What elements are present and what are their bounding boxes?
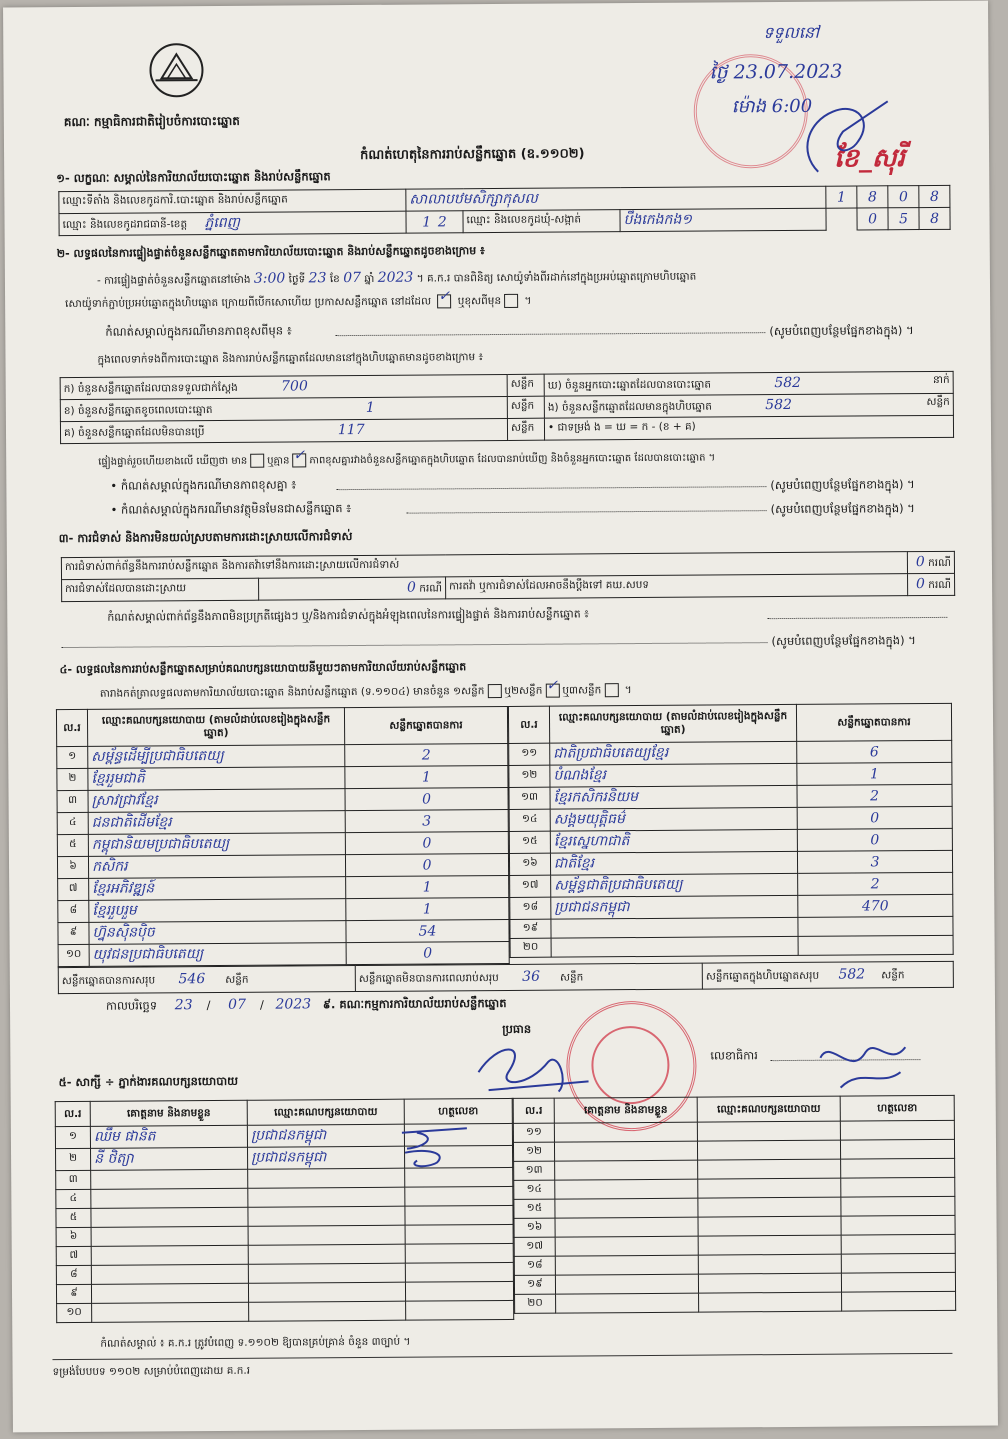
- witness-party: [248, 1244, 405, 1264]
- row-number: ៧: [58, 878, 89, 900]
- col-name: គោត្តនាម និងនាមខ្លួន: [554, 1097, 697, 1123]
- witness-signature[interactable]: [841, 1177, 955, 1197]
- party-name: កម្ពុជានិយមប្រជាធិបតេយ្យ: [88, 833, 345, 857]
- bullet-discrepancy: • កំណត់សម្គាល់ក្នុងករណីមានភាពខុសគ្នា ៖: [110, 477, 297, 493]
- station-code-2: 8: [857, 186, 888, 208]
- nec-emblem-icon: [141, 40, 211, 100]
- result-row: [509, 762, 952, 787]
- witness-note: កំណត់សម្គាល់ ៖ គ.ក.រ ត្រូវបំពេញ ទ.១១០២ ឱ្យបានគ្រប់គ្រាន់ ចំនួន ៣ច្បាប់ ។: [100, 1335, 411, 1350]
- row-number: ១៥: [514, 1199, 555, 1218]
- irregularity-line-1: [767, 617, 947, 619]
- row-number: ៧: [56, 1246, 91, 1265]
- witness-party: [698, 1159, 841, 1179]
- witness-name: [91, 1169, 248, 1189]
- party-votes: 1: [346, 875, 509, 898]
- party-name: ជាតិប្រជាធិបតេយ្យខ្មែរ: [550, 741, 797, 765]
- bullet-discrepancy-line: [336, 486, 766, 490]
- row-number: ៨: [58, 900, 89, 922]
- result-row: [509, 850, 952, 875]
- row-number: ៩: [58, 922, 89, 944]
- party-name: សម្ព័ន្ធជាតិប្រជាធិបតេយ្យ: [551, 873, 798, 897]
- form-code: ទម្រង់បែបបទ ១១០២ សម្រាប់បំពេញដោយ គ.ក.រ: [52, 1364, 251, 1379]
- section5-heading: ៥- សាក្សី ÷ ភ្នាក់ងារគណបក្សនយោបាយ: [58, 1073, 239, 1090]
- witness-signature[interactable]: [406, 1300, 514, 1320]
- row-number: ១២: [513, 1142, 554, 1161]
- witness-name: [91, 1207, 248, 1227]
- ballot-count-table: [60, 371, 954, 444]
- witness-name: [91, 1283, 248, 1303]
- row-number: ២: [56, 1148, 91, 1170]
- commune-code-2: 5: [888, 208, 919, 230]
- stamp-received-label: ទទួលនៅ: [763, 22, 820, 43]
- document-page: [3, 1, 998, 1433]
- witness-signature[interactable]: [840, 1139, 954, 1159]
- witness-signature[interactable]: [841, 1158, 955, 1178]
- three-sheet-checkbox[interactable]: [604, 683, 618, 697]
- witness-name: នី ថិត្យា: [91, 1147, 248, 1170]
- section1-heading: ១- លក្ខណៈ សម្គាល់នៃការិយាល័យបោះឆ្នោត និងរាប់សន្លឹកឆ្នោត: [56, 169, 331, 186]
- witness-signature[interactable]: [405, 1243, 513, 1263]
- col-no: ល.រ: [508, 706, 549, 743]
- discrepancy-yes-checkbox[interactable]: [250, 454, 264, 468]
- party-name: ប្រជាជនកម្ពុជា: [551, 895, 798, 919]
- party-votes: [798, 935, 953, 955]
- witness-party: [248, 1282, 405, 1302]
- result-row: [509, 806, 952, 831]
- bullet-discrepancy-fill: (សូមបំពេញបន្ថែមផ្នែកខាងក្នុង) ។: [770, 477, 915, 493]
- witness-signature[interactable]: [405, 1186, 513, 1206]
- party-name: សម្ព័ន្ធដើម្បីប្រជាធិបតេយ្យ: [88, 745, 345, 769]
- result-row: [57, 831, 508, 856]
- col-votes: សន្លឹកឆ្នោតបានការ: [796, 703, 951, 741]
- row-number: ៤: [56, 1189, 91, 1208]
- witness-party: ប្រជាជនកម្ពុជា: [247, 1124, 404, 1147]
- date-month: 07: [228, 996, 247, 1013]
- party-name: ខ្មែរអភិវឌ្ឍន៍: [89, 877, 346, 901]
- party-votes: 0: [345, 831, 508, 854]
- row-number: ១: [57, 746, 88, 768]
- irregularity-fill: (សូមបំពេញបន្ថែមផ្នែកខាងក្នុង) ។: [771, 633, 916, 649]
- witness-signature[interactable]: [405, 1205, 513, 1225]
- row-number: ១១: [509, 743, 550, 765]
- results-table-right: [508, 703, 954, 958]
- witness-party: ប្រជាជនកម្ពុជា: [248, 1146, 405, 1169]
- row-number: ២០: [515, 1294, 556, 1313]
- row-number: ៩: [56, 1284, 91, 1303]
- verification-day: 23: [308, 270, 327, 287]
- verification-month: 07: [343, 269, 362, 287]
- row-number: ១១: [513, 1123, 554, 1142]
- witness-name: [91, 1226, 248, 1246]
- row-number: ១០: [57, 1303, 92, 1322]
- witness-name: [92, 1302, 249, 1322]
- result-row: [57, 787, 508, 812]
- change-note-label: កំណត់សម្គាល់ក្នុងករណីមានភាពខុសពីមុន ៖: [105, 323, 292, 339]
- row-number: ៥: [56, 1208, 91, 1227]
- result-row: [57, 809, 508, 834]
- witness-signature[interactable]: [841, 1272, 955, 1292]
- unused-ballots-row: គ) ចំនួនសន្លឹកឆ្នោតដែលមិនបានប្រើ 117: [60, 418, 507, 443]
- row-number: ១៦: [514, 1218, 555, 1237]
- date-line: កាលបរិច្ឆេទ 23 / 07 / 2023 ៩. គណៈកម្មការការិយាល័យរាប់សន្លឹកឆ្នោត: [105, 995, 507, 1014]
- witness-party: [698, 1273, 841, 1293]
- result-row: [57, 853, 508, 878]
- received-ballots-row: ក) ចំនួនសន្លឹកឆ្នោតដែលបានទទួលជាក់ស្តែង 700: [60, 374, 507, 399]
- result-row: [58, 941, 509, 966]
- verification-line-2: សោយ៉ូទាក់ភ្ជាប់ប្រអប់ឆ្នោតក្នុងហិបឆ្នោត ក្រោយពីបើកសោហើយ ប្រកាសសន្លឹកឆ្នោត នៅដដែល ✓ ឬខុសពីមុន ។: [65, 288, 532, 311]
- party-name: [551, 936, 798, 957]
- witness-name: [555, 1179, 698, 1199]
- row-number: ១៤: [514, 1180, 555, 1199]
- party-votes: 3: [797, 850, 952, 873]
- result-row: [58, 897, 509, 922]
- witness-party: [697, 1140, 840, 1160]
- stamp-signature: [788, 91, 899, 182]
- bullet-nonballot: • កំណត់សម្គាល់ក្នុងករណីមានវត្ថុមិនមែនជាសន្លឹកឆ្នោត ៖: [110, 501, 352, 517]
- result-row: [509, 740, 952, 765]
- witness-signature[interactable]: [841, 1215, 955, 1235]
- col-no: ល.រ: [56, 709, 87, 746]
- formula: • ជាទម្រង់ ង = ឃ = ក - (ខ + គ): [544, 415, 953, 440]
- party-name: សង្គមយុត្តិធម៌: [550, 807, 797, 831]
- col-votes: សន្លឹកឆ្នោតបានការ: [344, 706, 507, 744]
- same-checkbox[interactable]: ✓: [437, 294, 451, 308]
- total-valid: សន្លឹកឆ្នោតបានការសរុប 546 សន្លឹក: [58, 966, 355, 994]
- row-number: ១៣: [509, 787, 550, 809]
- row-number: ១០: [58, 944, 89, 966]
- witness-table-right: [513, 1095, 956, 1314]
- commune-code-1: 0: [857, 208, 888, 230]
- appeal-label: ការតវ៉ា ឬការជំទាស់ដែលអាចនឹងប្តឹងទៅ គឃ.សបទ: [446, 574, 908, 599]
- box-ballots-value: 582: [765, 396, 793, 413]
- col-party: ឈ្មោះគណបក្សនយោបាយ (តាមលំដាប់លេខរៀងក្នុងសន្លឹកឆ្នោត): [549, 704, 796, 743]
- results-table-left: [56, 706, 510, 967]
- row-number: ១: [55, 1126, 90, 1148]
- row-number: ២: [57, 768, 88, 790]
- row-number: ១៧: [514, 1237, 555, 1256]
- col-sign: ហត្ថលេខា: [840, 1095, 954, 1121]
- stamp-name: ខែ_សុរី: [834, 143, 905, 174]
- row-number: ១៩: [510, 919, 551, 938]
- ballot-intro: ក្នុងពេលទាក់ទងពីការបោះឆ្នោត និងការរាប់សន្លឹកឆ្នោតដែលមាននៅក្នុងហិបឆ្នោតមានដូចខាងក្រោម ៖: [97, 351, 484, 366]
- witness-party: [698, 1178, 841, 1198]
- verification-year: 2023: [377, 269, 414, 286]
- verification-line-1: - ការផ្ទៀងផ្ទាត់ចំនួនសន្លឹកឆ្នោតនៅម៉ោង 3:00 ថ្ងៃទី 23 ខែ 07 ឆ្នាំ 2023 ។ គ.ក.រ បានពិនិត្យ សោយ៉ូទាំងពីរដាក់នៅក្នុងប្រអប់ឆ្នោតក្រោមហិបឆ្នោត: [96, 269, 697, 287]
- witness-signature[interactable]: [841, 1234, 955, 1254]
- two-sheet-checkbox[interactable]: ✓: [545, 684, 559, 698]
- witness-name: [554, 1141, 697, 1161]
- section4-heading: ៤- លទ្ធផលនៃការរាប់សន្លឹកឆ្នោតសម្រាប់គណបក្សនយោបាយនីមួយៗតាមការិយាល័យរាប់សន្លឹកឆ្នោត: [59, 660, 467, 677]
- party-name: ហ្វ៊ុនស៊ិនប៉ិច: [89, 921, 346, 945]
- witness-name: [91, 1264, 248, 1284]
- party-votes: [798, 916, 953, 936]
- row-number: ៤: [57, 812, 88, 834]
- witness-signature[interactable]: [405, 1262, 513, 1282]
- party-votes: 0: [345, 853, 508, 876]
- row-number: ១៧: [510, 875, 551, 897]
- station-name-label: ឈ្មោះទីតាំង និងលេខកូដការិ.បោះឆ្នោត និងរាប់សន្លឹកឆ្នោត: [59, 189, 406, 213]
- witness-party: [248, 1168, 405, 1188]
- witness-name: [555, 1160, 698, 1180]
- result-row: [509, 784, 952, 809]
- witness-party: [248, 1263, 405, 1283]
- witness-signature[interactable]: [405, 1224, 513, 1244]
- form-title: កំណត់ហេតុនៃការរាប់សន្លឹកឆ្នោត (ឧ.១១០២): [360, 146, 585, 163]
- unit-label: សន្លឹក: [507, 396, 544, 418]
- party-votes: 0: [797, 806, 952, 829]
- total-valid-value: 546: [178, 970, 206, 987]
- witness-signature[interactable]: [841, 1253, 955, 1273]
- section2-heading: ២- លទ្ធផលនៃការផ្ទៀងផ្ទាត់ចំនួនសន្លឹកឆ្នោតតាមការិយាល័យបោះឆ្នោត និងរាប់សន្លឹកឆ្នោតដូចខាងក្រោម ៖: [56, 244, 485, 261]
- objection-row-1: ការជំទាស់ពាក់ព័ន្ធនឹងការរាប់សន្លឹកឆ្នោត និងការតវ៉ាទៅនឹងការដោះស្រាយលើការជំទាស់: [61, 552, 907, 580]
- province-label-cell: [59, 211, 406, 235]
- witness-row: [515, 1291, 956, 1313]
- discrepancy-line: ផ្ទៀងផ្ទាត់រួចហើយខាងលើ ឃើញថា មាន ឬគ្មាន ✓ ភាពខុសគ្នារវាងចំនួនសន្លឹកឆ្នោតក្នុងហិបឆ្នោត ដែលបានរាប់ឃើញ និងចំនួនអ្នកបោះឆ្នោត ដែលបានបោះឆ្នោត ។: [98, 447, 716, 468]
- party-votes: 0: [346, 941, 509, 964]
- row-number: ១៨: [510, 897, 551, 919]
- witness-party: [248, 1187, 405, 1207]
- row-number: ៥: [57, 834, 88, 856]
- spoiled-ballots-row: ខ) ចំនួនសន្លឹកឆ្នោតខូចពេលបោះឆ្នោត 1: [60, 396, 507, 421]
- objection-row-1-value: 0 ករណី: [907, 551, 954, 573]
- witness-party: [249, 1301, 406, 1321]
- col-sign: ហត្ថលេខា: [404, 1098, 512, 1124]
- party-votes: 2: [798, 872, 953, 895]
- row-number: ៨: [56, 1265, 91, 1284]
- row-number: ១២: [509, 765, 550, 787]
- party-name: ខ្មែររួបរួម: [89, 899, 346, 923]
- witness-name: [555, 1217, 698, 1237]
- col-name: គោត្តនាម និងនាមខ្លួន: [90, 1100, 247, 1126]
- party-votes: 1: [345, 765, 508, 788]
- secretary-signature: [810, 1027, 920, 1098]
- witness-signature[interactable]: [841, 1196, 955, 1216]
- party-votes: 0: [345, 787, 508, 810]
- commune-code-3: 8: [919, 207, 950, 229]
- witness-party: [248, 1225, 405, 1245]
- witness-name: [555, 1274, 698, 1294]
- tally-sheet-line: តារាងកត់ត្រាលទ្ធផលតាមការិយាល័យបោះឆ្នោត និងរាប់សន្លឹកឆ្នោត (ទ.១១០៤) មានចំនួន ១សន្លឹក ឬ២សន្លឹក ✓ ឬ៣សន្លឹក ។: [99, 677, 632, 700]
- party-name: បំណងខ្មែរ: [550, 763, 797, 787]
- party-votes: 3: [345, 809, 508, 832]
- witness-name: [556, 1293, 699, 1313]
- station-code-4: 8: [919, 185, 950, 207]
- stamp-date: ថ្ងៃ 23.07.2023: [709, 60, 843, 84]
- col-party: ឈ្មោះគណបក្សនយោបាយ: [247, 1099, 404, 1125]
- voters-row: ឃ) ចំនួនអ្នកបោះឆ្នោតដែលបានបោះឆ្នោត 582 នាក់: [544, 371, 953, 396]
- result-row: [509, 828, 952, 853]
- one-sheet-checkbox[interactable]: [487, 684, 501, 698]
- total-invalid: សន្លឹកឆ្នោតមិនបានការពេលរាប់សរុប 36 សន្លឹក: [355, 963, 702, 991]
- party-name: ខ្មែរស្នេហាជាតិ: [550, 829, 797, 853]
- resolved-value: 0 ករណី: [259, 577, 446, 600]
- bullet-nonballot-line: [407, 510, 767, 514]
- secretary-label: លេខាធិការ: [710, 1048, 758, 1063]
- date-day: 23: [174, 997, 193, 1014]
- station-name-value: សាលាបឋមសិក្សាកុសល: [406, 186, 826, 211]
- section1-table: [58, 185, 950, 236]
- commune-label: ឈ្មោះ និងលេខកូដឃុំ-សង្កាត់: [463, 210, 620, 233]
- stamp-time: ម៉ោង 6:00: [731, 95, 813, 118]
- row-number: ៣: [56, 1170, 91, 1189]
- objection-table: [61, 551, 955, 602]
- party-name: ស្រាវជ្រាវខ្មែរ: [88, 789, 345, 813]
- committee-label: ៩. គណៈកម្មការការិយាល័យរាប់សន្លឹកឆ្នោត: [322, 995, 507, 1012]
- witness-name: [555, 1236, 698, 1256]
- party-name: ខ្មែរកសិករនិយម: [550, 785, 797, 809]
- unit-label: សន្លឹក: [507, 418, 544, 440]
- party-name: ជនជាតិដើមខ្មែរ: [88, 811, 345, 835]
- total-box: សន្លឹកឆ្នោតក្នុងហិបឆ្នោតសរុប 582 សន្លឹក: [702, 961, 953, 989]
- witness-name: [91, 1245, 248, 1265]
- party-votes: 1: [797, 762, 952, 785]
- row-number: ៦: [57, 856, 88, 878]
- unused-ballots-value: 117: [337, 421, 365, 438]
- row-number: ១៩: [514, 1275, 555, 1294]
- footer-divider: [52, 1353, 952, 1360]
- party-votes: 0: [797, 828, 952, 851]
- result-row: [510, 872, 953, 897]
- witness-party: [698, 1216, 841, 1236]
- station-code-1: 1: [826, 186, 857, 208]
- witness-name: ឈឹម ផានិត: [90, 1125, 247, 1148]
- row-number: ១៣: [514, 1161, 555, 1180]
- result-row: [58, 875, 509, 900]
- witness-signature[interactable]: [842, 1291, 956, 1311]
- totals-table: [58, 961, 954, 994]
- different-checkbox[interactable]: [504, 294, 518, 308]
- result-row: [57, 743, 508, 768]
- witness-signature[interactable]: [840, 1120, 954, 1140]
- party-name: ជាតិខ្មែរ: [550, 851, 797, 875]
- party-votes: 6: [797, 740, 952, 763]
- commune-value: បឹងកេងកង១: [620, 208, 826, 231]
- province-value: ភ្នំពេញ: [204, 214, 241, 232]
- witness-party: [697, 1121, 840, 1141]
- party-votes: 470: [798, 894, 953, 917]
- verification-time: 3:00: [253, 270, 286, 287]
- discrepancy-no-checkbox[interactable]: ✓: [292, 453, 306, 467]
- president-signature: [468, 1031, 608, 1102]
- row-number: ១៨: [514, 1256, 555, 1275]
- appeal-value: 0 ករណី: [907, 573, 954, 595]
- party-votes: 2: [345, 743, 508, 766]
- witness-signature[interactable]: [405, 1281, 513, 1301]
- result-row: [57, 765, 508, 790]
- row-number: ៦: [56, 1227, 91, 1246]
- received-ballots-value: 700: [281, 377, 308, 395]
- total-box-value: 582: [838, 965, 866, 983]
- col-no: ល.រ: [513, 1098, 554, 1123]
- irregularity-line-2: [62, 642, 768, 648]
- col-no: ល.រ: [55, 1101, 90, 1126]
- witness-name: [91, 1188, 248, 1208]
- spoiled-ballots-value: 1: [365, 399, 375, 416]
- result-row: [510, 935, 953, 957]
- date-year: 2023: [275, 996, 312, 1013]
- total-invalid-value: 36: [522, 968, 541, 985]
- witness-party: [698, 1197, 841, 1217]
- voters-value: 582: [774, 374, 802, 391]
- row-number: ១៤: [509, 809, 550, 831]
- witness-signatures: [397, 1122, 477, 1173]
- station-code-3: 0: [888, 186, 919, 208]
- change-note-fill: (សូមបំពេញបន្ថែមផ្នែកខាងក្នុង) ។: [769, 323, 914, 339]
- witness-name: [554, 1122, 697, 1142]
- result-row: [58, 919, 509, 944]
- irregularity-note: កំណត់សម្គាល់ពាក់ព័ន្ធនឹងភាពមិនប្រក្រតីផ្សេងៗ ឬ/និងការជំទាស់ក្នុងអំឡុងពេលនៃការផ្ទៀងផ្ទាត់ និងការរាប់សន្លឹកឆ្នោត ៖: [107, 607, 590, 624]
- witness-name: [555, 1255, 698, 1275]
- province-code: 1 2: [406, 211, 463, 233]
- row-number: ១៥: [509, 831, 550, 853]
- box-ballots-row: ង) ចំនួនសន្លឹកឆ្នោតដែលមានក្នុងហិបឆ្នោត 582 សន្លឹក: [544, 393, 953, 418]
- witness-party: [699, 1292, 842, 1312]
- unit-label: សន្លឹក: [507, 374, 544, 396]
- president-label: ប្រធាន: [502, 1021, 532, 1036]
- party-name: យុវជនប្រជាធិបតេយ្យ: [89, 943, 346, 967]
- party-votes: 54: [346, 919, 509, 942]
- result-row: [510, 894, 953, 919]
- province-label: ឈ្មោះ និងលេខកូដរាជធានី-ខេត្ត: [62, 218, 188, 232]
- row-number: ១៦: [509, 853, 550, 875]
- witness-party: [248, 1206, 405, 1226]
- party-name: ខ្មែររួមជាតិ: [88, 767, 345, 791]
- col-party: ឈ្មោះគណបក្សនយោបាយ (តាមលំដាប់លេខរៀងក្នុងសន្លឹកឆ្នោត): [87, 708, 344, 747]
- party-name: កសិករ: [88, 855, 345, 879]
- party-votes: 2: [797, 784, 952, 807]
- witness-row: [57, 1300, 514, 1322]
- party-name: [551, 917, 798, 938]
- section3-heading: ៣- ការជំទាស់ និងការមិនយល់ស្របតាមការដោះស្រាយលើការជំទាស់: [58, 529, 353, 546]
- committee-name: គណៈ កម្មាធិការជាតិរៀបចំការបោះឆ្នោត: [63, 113, 240, 130]
- col-party: ឈ្មោះគណបក្សនយោបាយ: [697, 1096, 840, 1122]
- witness-party: [698, 1235, 841, 1255]
- resolved-label: ការជំទាស់ដែលបានដោះស្រាយ: [62, 578, 259, 601]
- witness-name: [555, 1198, 698, 1218]
- bullet-nonballot-fill: (សូមបំពេញបន្ថែមផ្នែកខាងក្នុង) ។: [770, 501, 915, 517]
- party-votes: 1: [346, 897, 509, 920]
- witness-party: [698, 1254, 841, 1274]
- change-note-line: [335, 332, 765, 336]
- row-number: ២០: [510, 938, 551, 957]
- row-number: ៣: [57, 790, 88, 812]
